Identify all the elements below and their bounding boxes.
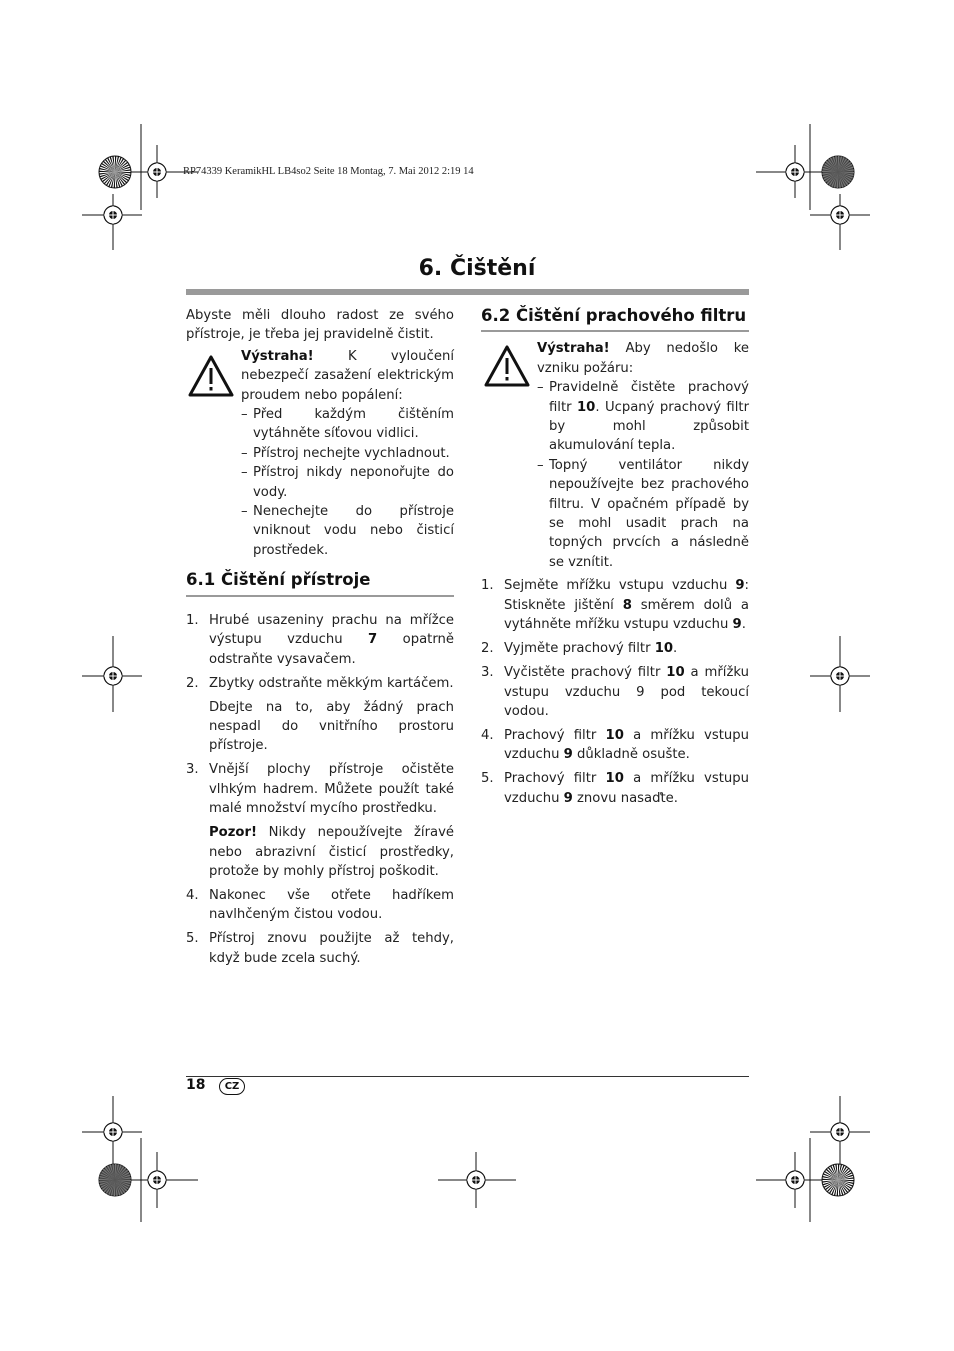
section-rule (481, 330, 749, 332)
warning-text (241, 347, 454, 560)
list-item: 1. Hrubé usazeniny prachu na mřížce výstupu vzduchu 7 opatrně odstraňte vysavačem. (186, 612, 455, 667)
list-item: 4. Nakonec vše otřete hadříkem navlhčeným čistou vodou. (186, 887, 454, 923)
warning-icon (484, 345, 530, 387)
title-rule (186, 289, 749, 295)
section-heading-6-2: 6.2 Čištění prachového filtru (481, 306, 747, 325)
list-item: 2. Vyjměte prachový filtr 10. (481, 641, 678, 657)
warning-block (481, 339, 749, 572)
page-number: 18 (186, 1077, 206, 1093)
list-item: 3. Vyčistěte prachový filtr 10 a mřížku vstupu vzduchu 9 pod tekoucí vodou. (481, 665, 749, 719)
warning-items (537, 378, 749, 572)
section-rule (186, 595, 454, 597)
list-item: 5. Prachový filtr 10 a mřížku vstupu vzduchu 9 znovu nasaďte. (481, 771, 749, 806)
footer-rule (186, 1076, 749, 1077)
color-wheel-icon (822, 1164, 854, 1196)
warning-icon (188, 355, 234, 397)
warning-item: – Topný ventilátor nikdy nepoužívejte bez prachového filtru. V opačném případě by se mohl usadit prach na topných prvcích a následně se vznítit. (537, 457, 749, 570)
list-item: 5. Přístroj znovu použijte až tehdy, když bude zcela suchý. (186, 931, 454, 966)
left-column (186, 306, 454, 973)
section-heading-6-1: 6.1 Čištění přístroje (186, 570, 371, 590)
color-wheel-icon (822, 156, 854, 188)
list-item: 4. Prachový filtr 10 a mřížku vstupu vzduchu 9 důkladně osušte. (481, 727, 749, 763)
color-wheel-icon (99, 1164, 131, 1196)
warning-intro: Aby nedošlo ke vzniku požáru: (537, 341, 749, 376)
page-title: 6. Čištění (418, 256, 536, 281)
warning-block (186, 347, 454, 560)
print-slug-line: RP74339 KeramikHL LB4so2 Seite 18 Montag, 7. Mai 2012 2:19 14 (183, 166, 474, 177)
warning-item: – Před každým čištěním vytáhněte síťovou vidlici. (241, 407, 454, 442)
right-column (481, 306, 749, 813)
warning-item: – Nenechejte do přístroje vniknout vodu nebo čisticí prostředek. (241, 504, 454, 558)
color-wheel-icon (99, 156, 131, 188)
warning-item: – Pravidelně čistěte prachový filtr 10. Ucpaný prachový filtr by mohl způsobit akumulování tepla. (537, 380, 749, 454)
list-item: 3. Vnější plochy přístroje očistěte vlhkým hadrem. Můžete použít také malé množství mycího prostředku. (186, 762, 454, 817)
language-badge: CZ (219, 1078, 245, 1095)
caution-note: Pozor! Nikdy nepoužívejte žíravé nebo abrazivní čisticí prostředky, protože by mohly přístroj poškodit. (209, 825, 454, 879)
warning-label: Výstraha! (537, 341, 610, 357)
intro-paragraph: Abyste měli dlouho radost ze svého přístroje, je třeba jej pravidelně čistit. (186, 308, 454, 343)
list-item: 1. Sejměte mřížku vstupu vzduchu 9: Stiskněte jištění 8 směrem dolů a vytáhněte mřížku vstupu vzduchu 9. (481, 578, 750, 633)
warning-text (537, 339, 749, 378)
warning-item: – Přístroj nikdy neponořujte do vody. (241, 465, 454, 500)
warning-label: Výstraha! (241, 348, 314, 364)
list-item: 2. Zbytky odstraňte měkkým kartáčem. (186, 675, 454, 691)
warning-intro: K vyloučení nebezpečí zasažení elektrickým proudem nebo popálení: (241, 348, 454, 403)
list-item-note: Dbejte na to, aby žádný prach nespadl do vnitřního prostoru přístroje. (209, 699, 454, 754)
warning-item: – Přístroj nechejte vychladnout. (241, 445, 450, 461)
